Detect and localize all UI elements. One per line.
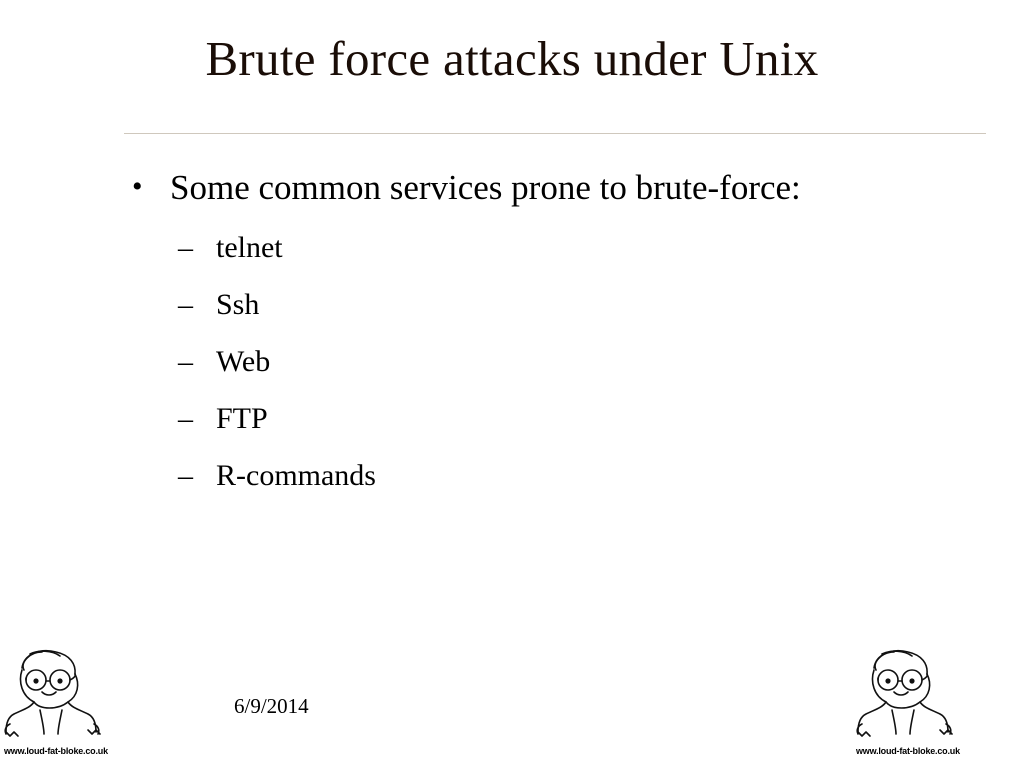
list-item — [178, 333, 944, 390]
list-item-label: Web — [216, 344, 271, 378]
list-item — [178, 390, 944, 447]
dash-marker-icon: – — [178, 344, 193, 378]
logo-caption: www.loud-fat-bloke.co.uk — [4, 746, 108, 756]
list-item-label: Ssh — [216, 287, 260, 321]
list-item-label: R-commands — [216, 458, 376, 492]
bullet-level1-text: Some common services prone to brute-force: — [170, 168, 801, 207]
slide-body — [124, 168, 944, 504]
page-title: Brute force attacks under Unix — [205, 31, 819, 86]
loud-fat-bloke-logo-right — [852, 640, 984, 758]
title-divider — [124, 133, 986, 134]
list-item-label: FTP — [216, 401, 268, 435]
slide-date: 6/9/2014 — [234, 694, 309, 718]
dash-marker-icon: – — [178, 401, 193, 435]
list-item — [178, 219, 944, 276]
dash-marker-icon: – — [178, 287, 193, 321]
bullet-marker-icon: • — [132, 170, 143, 203]
list-item-label: telnet — [216, 230, 283, 264]
cartoon-man-icon — [0, 640, 132, 744]
loud-fat-bloke-logo-left — [0, 640, 132, 758]
sub-bullet-list — [124, 219, 944, 504]
dash-marker-icon: – — [178, 230, 193, 264]
dash-marker-icon: – — [178, 458, 193, 492]
cartoon-man-icon — [852, 640, 984, 744]
logo-caption: www.loud-fat-bloke.co.uk — [856, 746, 960, 756]
list-item — [178, 447, 944, 504]
bullet-level1 — [124, 168, 944, 209]
list-item — [178, 276, 944, 333]
